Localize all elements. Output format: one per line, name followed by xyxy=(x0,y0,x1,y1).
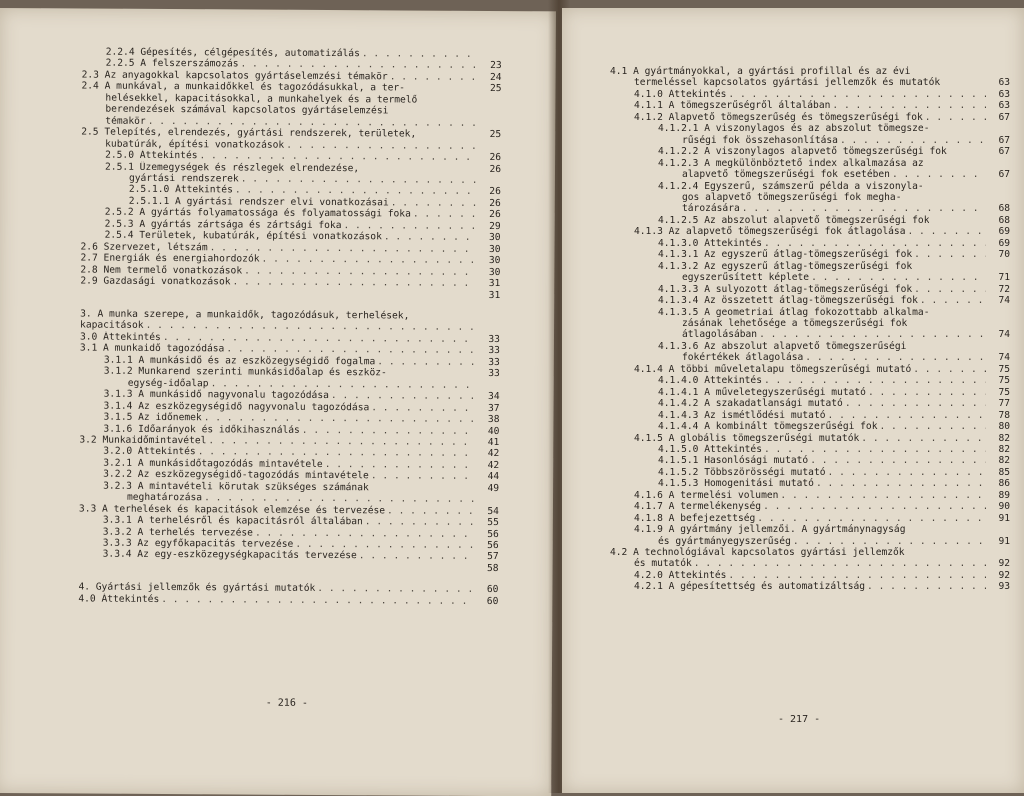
toc-entry-page: 69 xyxy=(988,238,1010,249)
toc-entry-page: 60 xyxy=(476,584,498,596)
toc-entry-page: 90 xyxy=(988,501,1010,512)
toc-entry-page: 80 xyxy=(988,421,1010,432)
toc-entry xyxy=(610,226,1010,237)
toc-entry-page: 26 xyxy=(479,209,501,221)
toc-entry-page: 26 xyxy=(479,152,501,164)
toc-entry xyxy=(610,318,1010,329)
toc-entry-page: 75 xyxy=(988,375,1010,386)
toc-entry-page: 30 xyxy=(478,267,500,279)
toc-entry-title: 4.1.4.2 A szakadatlansági mutató xyxy=(658,398,843,409)
toc-leader-dots xyxy=(764,238,986,249)
toc-entry-title: 3.0 Áttekintés xyxy=(80,331,161,343)
toc-entry-page: 37 xyxy=(478,403,500,415)
toc-entry-title: 3.1.5 Az időnemek xyxy=(103,412,201,424)
toc-leader-dots xyxy=(920,295,986,306)
toc-entry-page: 56 xyxy=(477,540,499,552)
toc-entry xyxy=(610,66,1010,77)
toc-entry-title: kapacitások xyxy=(80,320,144,332)
toc-entry-title: 4.1.7 A termelékenység xyxy=(634,501,761,512)
toc-entry-title: 3.1.6 Időarányok és időkihasználás xyxy=(103,423,299,436)
toc-entry-title: 3.2 Munkaidőmintavétel xyxy=(79,434,206,446)
toc-leader-dots xyxy=(867,581,986,592)
toc-entry-title: 4.1.2.2 A viszonylagos alapvető tömegszerűségi fok xyxy=(658,146,947,157)
toc-leader-dots xyxy=(780,490,986,501)
toc-entry-title: 3.2.2 Az eszközegységidő-tagozódás mintavétele xyxy=(103,469,369,482)
toc-entry-title: átlagolásában xyxy=(682,329,757,340)
toc-entry xyxy=(610,329,1010,340)
toc-leader-dots xyxy=(325,459,476,471)
toc-entry-title: gyártási rendszerek xyxy=(129,173,239,185)
toc-entry-page: 29 xyxy=(479,221,501,233)
toc-leader-dots xyxy=(365,516,475,528)
toc-entry-title: egység-időalap xyxy=(128,377,209,389)
toc-entry xyxy=(610,181,1010,192)
toc-entry xyxy=(610,272,1010,283)
toc-entry-page: 31 xyxy=(478,278,500,290)
toc-entry xyxy=(610,455,1010,466)
toc-entry-page: 58 xyxy=(477,563,499,575)
toc-leader-dots xyxy=(764,375,986,386)
toc-entry-title: egyszerűsített képlete xyxy=(682,272,809,283)
toc-entry-title: 4.2.0 Áttekintés xyxy=(634,570,726,581)
toc-entry-title: 4.1.3.3 A sulyozott átlag-tömegszerűségi fok xyxy=(658,284,912,295)
toc-entry-title: 2.5.1 Üzemegységek és részlegek elrendezése, xyxy=(105,161,359,174)
toc-entry-title: 3.2.3 A mintavételi körutak szükséges számának xyxy=(103,480,369,493)
toc-entry-title: 2.5.1.1 A gyártási rendszer elvi vonatkozásai xyxy=(129,196,389,209)
toc-entry-title: 2.6 Szervezet, létszám xyxy=(81,241,208,253)
toc-entry xyxy=(610,410,1010,421)
toc-entry-page: 82 xyxy=(988,433,1010,444)
toc-entry xyxy=(610,547,1010,558)
toc-entry-page: 67 xyxy=(988,146,1010,157)
toc-entry-page: 91 xyxy=(988,536,1010,547)
toc-entry-page: 41 xyxy=(477,437,499,449)
toc-leader-dots xyxy=(742,203,986,214)
toc-leader-dots xyxy=(828,467,986,478)
toc-entry xyxy=(610,387,1010,398)
toc-entry-page: 72 xyxy=(988,284,1010,295)
toc-entry-title: 2.2.4 Gépesítés, célgépesítés, automatizálás xyxy=(106,47,360,60)
toc-leader-dots xyxy=(728,570,986,581)
toc-entry-page: 67 xyxy=(988,169,1010,180)
toc-leader-dots xyxy=(914,249,986,260)
toc-entry-page: 92 xyxy=(988,558,1010,569)
toc-entry xyxy=(610,478,1010,489)
toc-entry-title: 4.1.2.4 Egyszerű, számszerű példa a viszonyla- xyxy=(658,181,924,192)
toc-entry-page: 70 xyxy=(988,249,1010,260)
toc-entry-page: 57 xyxy=(477,551,499,563)
toc-entry-title: 3. A munka szerepe, a munkaidők, tagozódásuk, terhelések, xyxy=(80,308,409,321)
toc-entry-title: 4.1.4.1 A műveletegyszerűségi mutató xyxy=(658,387,866,398)
toc-leader-dots xyxy=(880,421,987,432)
toc-entry-title: 2.5.4 Területek, kubatúrák, építési vonatkozások xyxy=(105,230,382,243)
toc-entry xyxy=(610,364,1010,375)
toc-entry-page: 68 xyxy=(988,215,1010,226)
toc-entry-title: 2.7 Energiák és energiahordozók xyxy=(80,253,259,266)
toc-entry-title: berendezések számával kapcsolatos gyártáselemzési xyxy=(105,104,388,117)
toc-entry-title: 3.3.2 A terhelés tervezése xyxy=(103,526,253,538)
toc-entry-title: 4.1.4 A többi műveletalapu tömegszerűségi mutató xyxy=(634,364,911,375)
toc-leader-dots xyxy=(914,284,986,295)
toc-entry-page: 93 xyxy=(988,581,1010,592)
toc-entry-page: 74 xyxy=(988,352,1010,363)
toc-entry-title: kubatúrák, építési vonatkozások xyxy=(105,138,284,151)
toc-leader-dots xyxy=(925,112,986,123)
toc-leader-dots xyxy=(694,558,986,569)
toc-entry-page: 33 xyxy=(478,357,500,369)
toc-entry-title: 4.1.3.4 Az összetett átlag-tömegszerűségi fok xyxy=(658,295,918,306)
toc-entry xyxy=(610,433,1010,444)
toc-entry-page: 42 xyxy=(477,448,499,460)
toc-entry-title: 3.1.1 A munkásidő és az eszközegységidő fogalma xyxy=(104,354,376,367)
toc-entry xyxy=(610,284,1010,295)
toc-entry-title: fokértékek átlagolása xyxy=(682,352,803,363)
left-page-number: - 216 - xyxy=(266,698,308,709)
toc-entry xyxy=(610,513,1010,524)
toc-entry xyxy=(610,123,1010,134)
toc-entry-page: 26 xyxy=(479,198,501,210)
toc-entry-page: 71 xyxy=(988,272,1010,283)
toc-entry-page: 25 xyxy=(479,83,501,95)
toc-entry-page: 67 xyxy=(988,112,1010,123)
toc-entry-page: 56 xyxy=(477,529,499,541)
toc-entry-page: 54 xyxy=(477,506,499,518)
toc-entry-page: 67 xyxy=(988,135,1010,146)
toc-entry-page: 40 xyxy=(477,425,499,437)
left-toc-list xyxy=(78,47,501,608)
toc-leader-dots xyxy=(387,505,475,517)
toc-entry-title: 2.5.0 Áttekintés xyxy=(105,150,197,162)
toc-entry-title: 2.3 Az anyagokkal kapcsolatos gyártáselemzési témakör xyxy=(82,69,388,82)
toc-entry-page: 63 xyxy=(988,77,1010,88)
toc-entry-page: 30 xyxy=(479,232,501,244)
toc-leader-dots xyxy=(331,390,476,402)
toc-entry xyxy=(610,135,1010,146)
toc-entry-title: 4.0 Áttekintés xyxy=(78,593,159,605)
toc-entry-title: 3.2.0 Áttekintés xyxy=(103,446,195,458)
toc-entry-title: 4.1.5 A globális tömegszerűségi mutatók xyxy=(634,433,859,444)
toc-leader-dots xyxy=(828,410,986,421)
toc-entry-title: 2.5.3 A gyártás zártsága és zártsági foka xyxy=(105,218,342,231)
toc-leader-dots xyxy=(390,71,478,83)
toc-entry-page: 26 xyxy=(479,186,501,198)
toc-entry-page: 82 xyxy=(988,444,1010,455)
toc-leader-dots xyxy=(811,272,986,283)
toc-entry-page: 33 xyxy=(478,345,500,357)
toc-entry-page: 42 xyxy=(477,460,499,472)
toc-entry-page: 49 xyxy=(477,483,499,495)
toc-entry-title: és gyártmányegyszerűség xyxy=(658,536,791,547)
toc-entry-title: 4.1.8 A befejezettség xyxy=(634,513,755,524)
toc-entry-page: 82 xyxy=(988,455,1010,466)
toc-entry xyxy=(610,490,1010,501)
toc-entry-title: 3.1.3 A munkásidő nagyvonalu tagozódása xyxy=(104,389,329,402)
toc-entry-title: 4.1.5.2 Többszörösségi mutató xyxy=(658,467,826,478)
toc-entry-title: 4.1.2.1 A viszonylagos és az abszolut tömegsze- xyxy=(658,123,929,134)
toc-entry-title: 4.1.4.0 Áttekintés xyxy=(658,375,762,386)
toc-entry-page: 74 xyxy=(988,329,1010,340)
toc-leader-dots xyxy=(868,387,986,398)
toc-entry-page: 68 xyxy=(988,203,1010,214)
toc-entry-title: 2.2.5 A felszerszámozás xyxy=(106,58,239,70)
toc-leader-dots xyxy=(793,536,986,547)
toc-entry xyxy=(610,558,1010,569)
toc-entry-page: 34 xyxy=(478,391,500,403)
toc-entry-title: 2.4 A munkával, a munkaidőkkel és tagozódásukkal, a ter- xyxy=(81,81,405,94)
toc-entry xyxy=(610,421,1010,432)
toc-entry-page: 78 xyxy=(988,410,1010,421)
toc-entry-title: 4.1.3.2 Az egyszerű átlag-tömegszerűségi fok xyxy=(658,261,912,272)
right-page-number: - 217 - xyxy=(778,714,820,725)
toc-entry-title: 3.3.1 A terhelésről és kapacitásról általában xyxy=(103,515,363,528)
toc-entry-title: 4.1.2.3 A megkülönböztető index alkalmazása az xyxy=(658,158,924,169)
toc-entry-title: 3.3 A terhelések és kapacitások elemzése és tervezése xyxy=(79,503,385,516)
toc-leader-dots xyxy=(763,501,986,512)
toc-entry-page: 75 xyxy=(988,387,1010,398)
toc-entry-page: 26 xyxy=(479,163,501,175)
toc-entry-page: 44 xyxy=(477,471,499,483)
toc-entry-title: 4. Gyártási jellemzők és gyártási mutatók xyxy=(78,582,315,595)
toc-entry xyxy=(610,467,1010,478)
toc-entry-title: 3.3.4 Az egy-eszközegységkapacitás tervezése xyxy=(103,549,357,562)
toc-entry xyxy=(610,501,1010,512)
toc-entry-title: 3.1 A munkaidő tagozódása xyxy=(80,343,224,355)
right-page xyxy=(562,8,1024,793)
toc-entry xyxy=(78,593,498,607)
toc-leader-dots xyxy=(764,444,986,455)
toc-entry-page: 23 xyxy=(480,60,502,72)
toc-entry-title: 4.1.3 Az alapvető tömegszerűségi fok átlagolása xyxy=(634,226,905,237)
toc-entry-page: 77 xyxy=(988,398,1010,409)
toc-entry-title: 2.5 Telepítés, elrendezés, gyártási rendszerek, területek, xyxy=(81,127,416,140)
toc-leader-dots xyxy=(391,197,477,209)
toc-entry xyxy=(610,169,1010,180)
toc-leader-dots xyxy=(845,398,986,409)
toc-leader-dots xyxy=(371,402,475,414)
toc-entry-title: 2.5.2 A gyártás folyamatossága és folyamatossági foka xyxy=(105,207,411,220)
toc-entry-title: zásának lehetősége a tömegszerűségi fok xyxy=(682,318,907,329)
toc-leader-dots xyxy=(359,551,475,563)
toc-leader-dots xyxy=(816,478,986,489)
toc-entry-page: 25 xyxy=(479,129,501,141)
toc-entry-title: 4.1.6 A termelési volumen xyxy=(634,490,778,501)
toc-entry-page: 89 xyxy=(988,490,1010,501)
toc-entry xyxy=(610,112,1010,123)
toc-entry-page: 91 xyxy=(988,513,1010,524)
toc-entry xyxy=(610,238,1010,249)
toc-entry xyxy=(610,352,1010,363)
toc-leader-dots xyxy=(805,352,986,363)
toc-entry-title: rűségi fok összehasonlítása xyxy=(682,135,838,146)
toc-entry-page: 63 xyxy=(988,89,1010,100)
toc-entry-title: 3.2.1 A munkásidőtagozódás mintavétele xyxy=(103,457,323,470)
toc-leader-dots xyxy=(840,135,986,146)
toc-entry xyxy=(610,77,1010,88)
toc-entry-title: helésekkel, kapacitásokkal, a munkahelyek és a termelő xyxy=(105,92,417,105)
toc-entry xyxy=(610,295,1010,306)
toc-entry xyxy=(610,192,1010,203)
toc-entry-title: 2.8 Nem termelő vonatkozások xyxy=(80,264,242,276)
left-page xyxy=(0,8,556,796)
toc-entry-title: 4.1 A gyártmányokkal, a gyártási profillal és az évi xyxy=(610,66,910,77)
toc-entry-page: 85 xyxy=(988,467,1010,478)
toc-entry-page: 24 xyxy=(480,72,502,84)
toc-entry xyxy=(610,375,1010,386)
toc-entry xyxy=(610,261,1010,272)
toc-entry xyxy=(610,146,1010,157)
toc-entry-title: 4.1.2.5 Az abszolut alapvető tömegszerűségi fok xyxy=(658,215,929,226)
toc-entry-page: 33 xyxy=(478,334,500,346)
toc-entry-title: 4.2 A technológiával kapcsolatos gyártási jellemzők xyxy=(610,547,905,558)
toc-entry-title: 4.1.4.4 A kombinált tömegszerűségi fok xyxy=(658,421,878,432)
toc-entry-page: 69 xyxy=(988,226,1010,237)
toc-leader-dots xyxy=(362,48,478,60)
toc-entry-page: 30 xyxy=(478,255,500,267)
toc-leader-dots xyxy=(892,169,986,180)
toc-entry-title: 2.9 Gazdasági vonatkozások xyxy=(80,276,230,288)
toc-entry-title: 4.1.3.0 Áttekintés xyxy=(658,238,762,249)
toc-entry xyxy=(610,570,1010,581)
toc-leader-dots xyxy=(757,513,986,524)
toc-entry xyxy=(610,581,1010,592)
toc-entry xyxy=(610,158,1010,169)
toc-entry-title: 2.5.1.0 Áttekintés xyxy=(129,184,233,196)
toc-leader-dots xyxy=(377,356,476,368)
toc-leader-dots xyxy=(161,594,474,607)
toc-entry-title: 4.1.5.3 Homogenitási mutató xyxy=(658,478,814,489)
toc-entry xyxy=(610,444,1010,455)
toc-entry-title: 4.1.0 Áttekintés xyxy=(634,89,726,100)
toc-entry-page: 38 xyxy=(477,414,499,426)
toc-leader-dots xyxy=(759,329,986,340)
toc-entry-title: 4.1.3.5 A geometriai átlag fokozottabb alkalma- xyxy=(658,307,929,318)
toc-entry-title: 4.1.9 A gyártmány jellemzői. A gyártmánynagyság xyxy=(634,524,905,535)
toc-entry xyxy=(610,307,1010,318)
toc-entry-page: 86 xyxy=(988,478,1010,489)
toc-entry-title: meghatározása xyxy=(127,492,202,504)
toc-entry-title: 3.1.2 Munkarend szerinti munkásidőalap és eszköz- xyxy=(104,366,387,379)
toc-entry-title: 4.1.5.0 Áttekintés xyxy=(658,444,762,455)
toc-leader-dots xyxy=(371,471,475,483)
toc-entry xyxy=(610,100,1010,111)
toc-entry-page: 92 xyxy=(988,570,1010,581)
toc-entry xyxy=(610,249,1010,260)
toc-entry-title: 4.1.3.6 Az abszolut alapvető tömegszerűségi xyxy=(658,341,906,352)
toc-leader-dots xyxy=(913,364,986,375)
toc-leader-dots xyxy=(907,226,986,237)
toc-entry-title: 3.1.4 Az eszközegységidő nagyvonalu tagozódása xyxy=(104,400,370,413)
toc-entry-title: 4.1.4.3 Az ismétlődési mutató xyxy=(658,410,826,421)
toc-entry-title: 4.1.3.1 Az egyszerű átlag-tömegszerűségi fok xyxy=(658,249,912,260)
toc-leader-dots xyxy=(832,100,986,111)
toc-entry-title: tározására xyxy=(682,203,740,214)
toc-entry-page: 75 xyxy=(988,364,1010,375)
toc-entry xyxy=(610,341,1010,352)
toc-leader-dots xyxy=(317,583,474,595)
toc-leader-dots xyxy=(728,89,986,100)
toc-entry-title: 4.1.2 Alapvető tömegszerűség és tömegszerűségi fok xyxy=(634,112,923,123)
toc-entry-page: 74 xyxy=(988,295,1010,306)
toc-leader-dots xyxy=(810,455,986,466)
toc-leader-dots xyxy=(384,232,477,244)
right-toc-list xyxy=(610,66,1010,593)
toc-entry-title: és mutatók xyxy=(634,558,692,569)
toc-entry xyxy=(610,536,1010,547)
toc-entry-page: 33 xyxy=(478,368,500,380)
toc-entry-page: 31 xyxy=(478,289,500,301)
toc-entry-page: 55 xyxy=(477,517,499,529)
toc-entry xyxy=(610,203,1010,214)
toc-leader-dots xyxy=(343,220,476,232)
toc-entry-title: alapvető tömegszerűségi fok esetében xyxy=(682,169,890,180)
toc-entry xyxy=(610,524,1010,535)
toc-entry-page: 30 xyxy=(478,244,500,256)
toc-entry-title: gos alapvető tömegszerűségi fok megha- xyxy=(682,192,902,203)
toc-entry-title: 4.1.5.1 Hasonlósági mutató xyxy=(658,455,808,466)
toc-entry-title: 3.3.3 Az egyfőkapacitás tervezése xyxy=(103,538,294,551)
toc-entry xyxy=(610,89,1010,100)
toc-entry-title: témakör xyxy=(105,115,146,127)
toc-entry-page: 60 xyxy=(476,596,498,608)
toc-leader-dots xyxy=(413,209,477,221)
toc-entry-title: 4.2.1 A gépesítettség és automatizáltság xyxy=(634,581,865,592)
toc-entry-title: termeléssel kapcsolatos gyártási jellemzők és mutatók xyxy=(634,77,940,88)
toc-entry-page: 63 xyxy=(988,100,1010,111)
toc-entry-title: 4.1.1 A tömegszerűségről általában xyxy=(634,100,830,111)
toc-leader-dots xyxy=(861,433,986,444)
toc-leader-dots xyxy=(232,276,476,289)
toc-entry xyxy=(610,398,1010,409)
toc-entry xyxy=(610,215,1010,226)
